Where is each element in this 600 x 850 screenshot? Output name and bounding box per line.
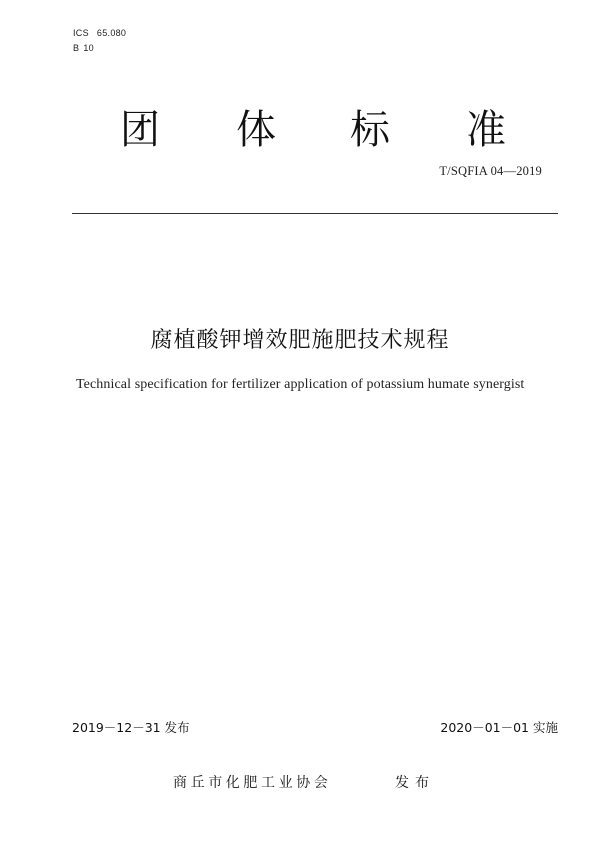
- document-type-heading: [0, 105, 600, 155]
- issue-action: 发布: [395, 775, 435, 791]
- document-title-chinese: 腐植酸钾增效肥施肥技术规程: [150, 328, 450, 353]
- ccs-value: 10: [83, 43, 94, 53]
- release-date: 2019－12－31 发布: [72, 720, 190, 735]
- ics-code: [73, 28, 126, 38]
- heading-char: 团: [120, 107, 160, 153]
- header-divider: [72, 213, 558, 214]
- heading-char: 体: [236, 107, 276, 153]
- implementation-date: 2020－01－01 实施: [440, 720, 558, 735]
- ics-label: ICS: [73, 28, 89, 38]
- ics-value: 65.080: [96, 28, 127, 38]
- ccs-label: B: [73, 43, 80, 53]
- issuer-name: 商丘市化肥工业协会: [173, 775, 332, 791]
- ccs-code: [73, 43, 94, 53]
- heading-char: 标: [350, 107, 390, 153]
- issuer-line: [0, 772, 600, 796]
- standard-number: T/SQFIA 04—2019: [439, 164, 542, 178]
- document-title-english: Technical specification for fertilizer application of potassium humate synergist: [76, 377, 525, 392]
- heading-char: 准: [466, 107, 506, 153]
